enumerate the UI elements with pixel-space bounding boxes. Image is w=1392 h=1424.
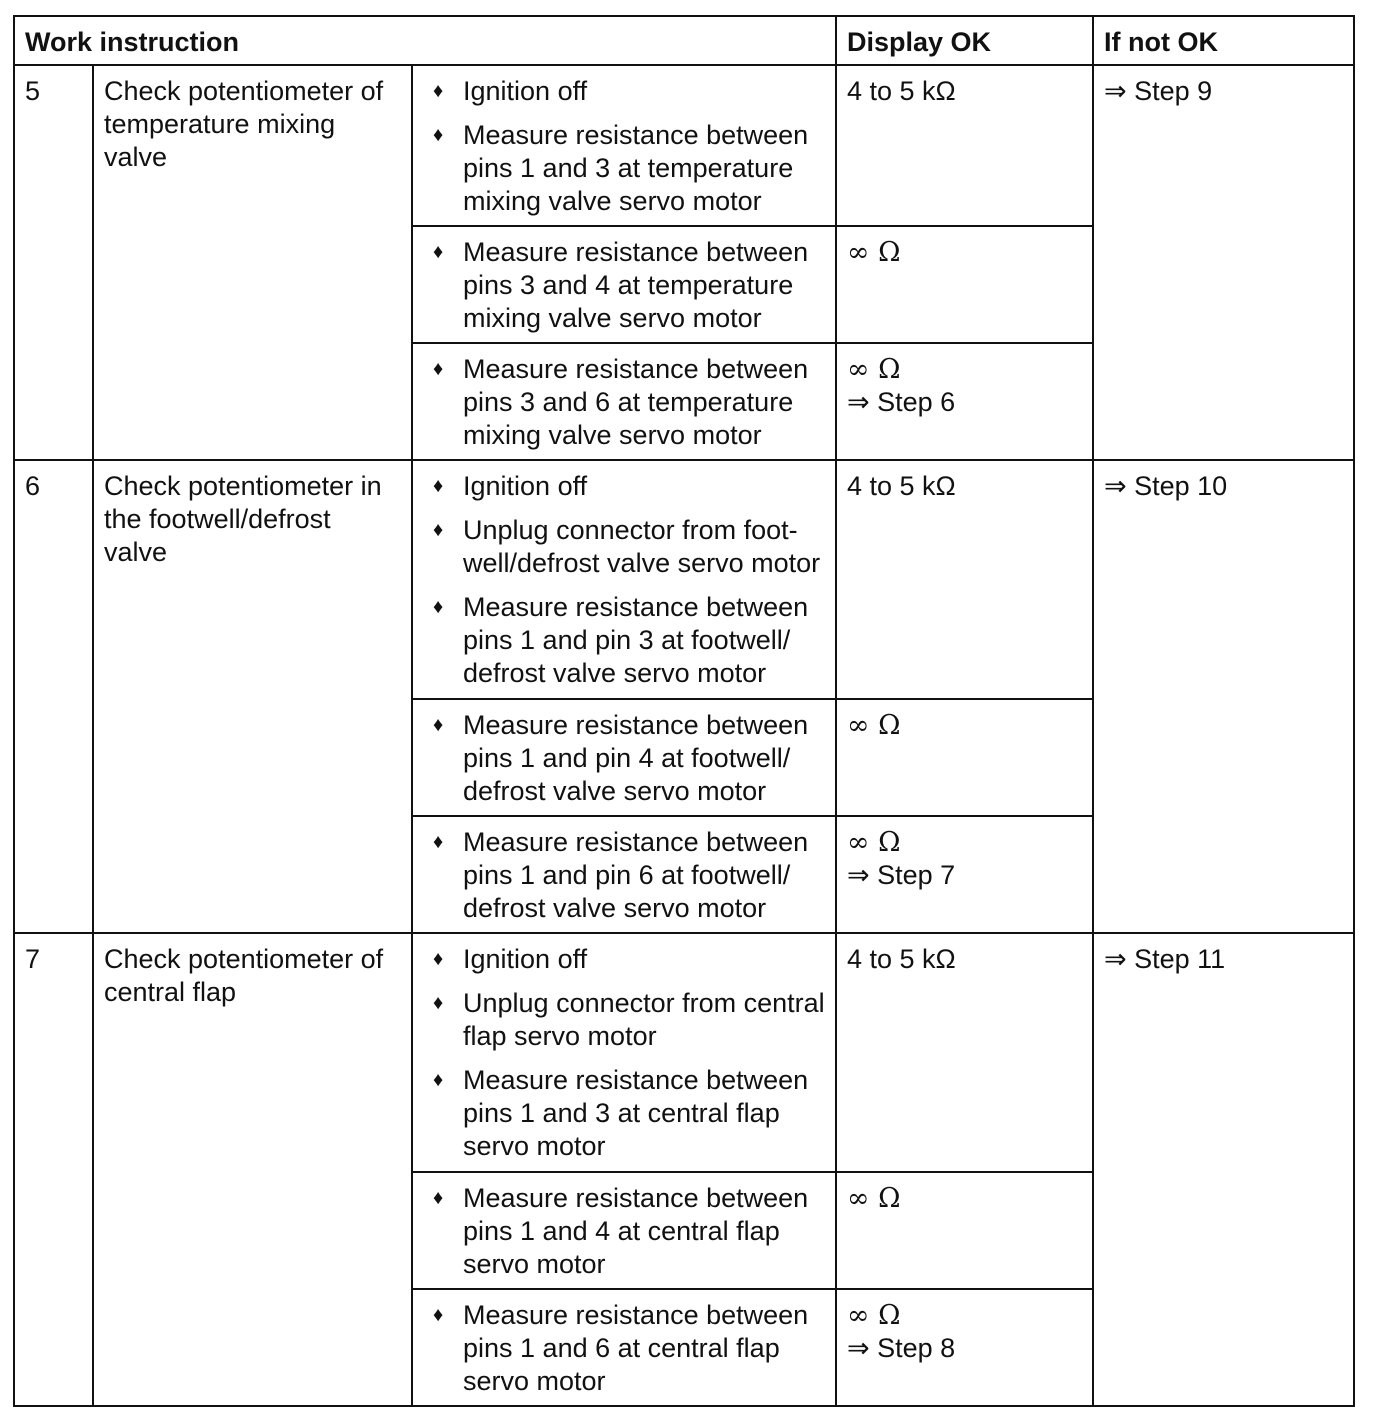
if-not-ok-step: ⇒ Step 10 [1093, 460, 1354, 933]
diamond-bullet-icon: ♦ [433, 1304, 444, 1326]
list-item [423, 119, 825, 218]
list-item [423, 826, 825, 925]
expected-reading: ∞ Ω [847, 1300, 901, 1331]
work-instruction-table [13, 15, 1355, 1407]
instruction-list [423, 470, 825, 690]
header-if-not-ok: If not OK [1093, 16, 1354, 65]
check-instructions [412, 816, 836, 933]
diamond-bullet-icon: ♦ [433, 992, 444, 1014]
if-not-ok-step: ⇒ Step 11 [1093, 933, 1354, 1406]
step-title: Check potentiometer of central flap [93, 933, 412, 1406]
check-instructions [412, 226, 836, 343]
expected-reading: 4 to 5 kΩ [847, 76, 956, 106]
step-title: Check potentiometer in the footwell/defrost valve [93, 460, 412, 933]
expected-reading: ∞ Ω [847, 710, 901, 741]
list-item [423, 943, 825, 976]
display-ok-value [836, 1289, 1093, 1406]
instruction-list [423, 943, 825, 1163]
display-ok-value [836, 699, 1093, 816]
header-work-instruction: Work instruction [14, 16, 836, 65]
instruction-text: Ignition off [463, 76, 588, 106]
display-ok-value [836, 460, 1093, 699]
step-title: Check potentiometer of temperature mixing valve [93, 65, 412, 460]
step-number: 5 [14, 65, 93, 460]
instruction-text: Unplug connector from central flap servo motor [463, 988, 825, 1051]
list-item [423, 353, 825, 452]
diamond-bullet-icon: ♦ [433, 1069, 444, 1091]
diamond-bullet-icon: ♦ [433, 948, 444, 970]
instruction-list [423, 826, 825, 925]
table-row [14, 460, 1354, 699]
instruction-text: Ignition off [463, 944, 588, 974]
instruction-text: Measure resistance between pins 1 and 3 at temperature mixing valve servo motor [463, 120, 809, 216]
list-item [423, 236, 825, 335]
instruction-text: Measure resistance between pins 1 and pin 6 at footwell/ defrost valve servo motor [463, 827, 809, 923]
diamond-bullet-icon: ♦ [433, 124, 444, 146]
list-item [423, 987, 825, 1053]
check-instructions [412, 65, 836, 226]
check-instructions [412, 343, 836, 460]
list-item [423, 1064, 825, 1163]
expected-reading: 4 to 5 kΩ [847, 944, 956, 974]
diamond-bullet-icon: ♦ [433, 714, 444, 736]
instruction-list [423, 1299, 825, 1398]
list-item [423, 75, 825, 108]
instruction-list [423, 353, 825, 452]
display-ok-value [836, 343, 1093, 460]
display-ok-value [836, 816, 1093, 933]
diamond-bullet-icon: ♦ [433, 1187, 444, 1209]
instruction-text: Ignition off [463, 471, 588, 501]
instruction-text: Unplug connector from foot-well/defrost valve servo motor [463, 515, 821, 578]
diamond-bullet-icon: ♦ [433, 475, 444, 497]
diamond-bullet-icon: ♦ [433, 80, 444, 102]
display-ok-value [836, 933, 1093, 1172]
instruction-list [423, 236, 825, 335]
table-row [14, 65, 1354, 226]
table-body [14, 65, 1354, 1406]
instruction-list [423, 1182, 825, 1281]
list-item [423, 514, 825, 580]
expected-reading: ∞ Ω [847, 237, 901, 268]
check-instructions [412, 460, 836, 699]
diamond-bullet-icon: ♦ [433, 241, 444, 263]
diamond-bullet-icon: ♦ [433, 358, 444, 380]
instruction-text: Measure resistance between pins 1 and pin 3 at footwell/ defrost valve servo motor [463, 592, 809, 688]
display-ok-value [836, 226, 1093, 343]
expected-reading: ∞ Ω [847, 354, 901, 385]
instruction-text: Measure resistance between pins 1 and pin 4 at footwell/ defrost valve servo motor [463, 710, 809, 806]
diamond-bullet-icon: ♦ [433, 519, 444, 541]
diamond-bullet-icon: ♦ [433, 596, 444, 618]
display-ok-value [836, 65, 1093, 226]
list-item [423, 1182, 825, 1281]
list-item [423, 1299, 825, 1398]
check-instructions [412, 1289, 836, 1406]
next-step-link: ⇒ Step 8 [847, 1333, 956, 1363]
table-header-row [14, 16, 1354, 65]
list-item [423, 709, 825, 808]
expected-reading: 4 to 5 kΩ [847, 471, 956, 501]
instruction-list [423, 709, 825, 808]
if-not-ok-step: ⇒ Step 9 [1093, 65, 1354, 460]
header-display-ok: Display OK [836, 16, 1093, 65]
check-instructions [412, 933, 836, 1172]
list-item [423, 591, 825, 690]
instruction-text: Measure resistance between pins 1 and 6 at central flap servo motor [463, 1300, 809, 1396]
step-number: 6 [14, 460, 93, 933]
next-step-link: ⇒ Step 6 [847, 387, 956, 417]
display-ok-value [836, 1172, 1093, 1289]
instruction-text: Measure resistance between pins 1 and 3 at central flap servo motor [463, 1065, 809, 1161]
next-step-link: ⇒ Step 7 [847, 860, 956, 890]
expected-reading: ∞ Ω [847, 827, 901, 858]
instruction-text: Measure resistance between pins 3 and 4 at temperature mixing valve servo motor [463, 237, 809, 333]
check-instructions [412, 699, 836, 816]
table-row [14, 933, 1354, 1172]
step-number: 7 [14, 933, 93, 1406]
instruction-text: Measure resistance between pins 1 and 4 at central flap servo motor [463, 1183, 809, 1279]
check-instructions [412, 1172, 836, 1289]
instruction-text: Measure resistance between pins 3 and 6 at temperature mixing valve servo motor [463, 354, 809, 450]
list-item [423, 470, 825, 503]
expected-reading: ∞ Ω [847, 1183, 901, 1214]
instruction-list [423, 75, 825, 218]
diamond-bullet-icon: ♦ [433, 831, 444, 853]
